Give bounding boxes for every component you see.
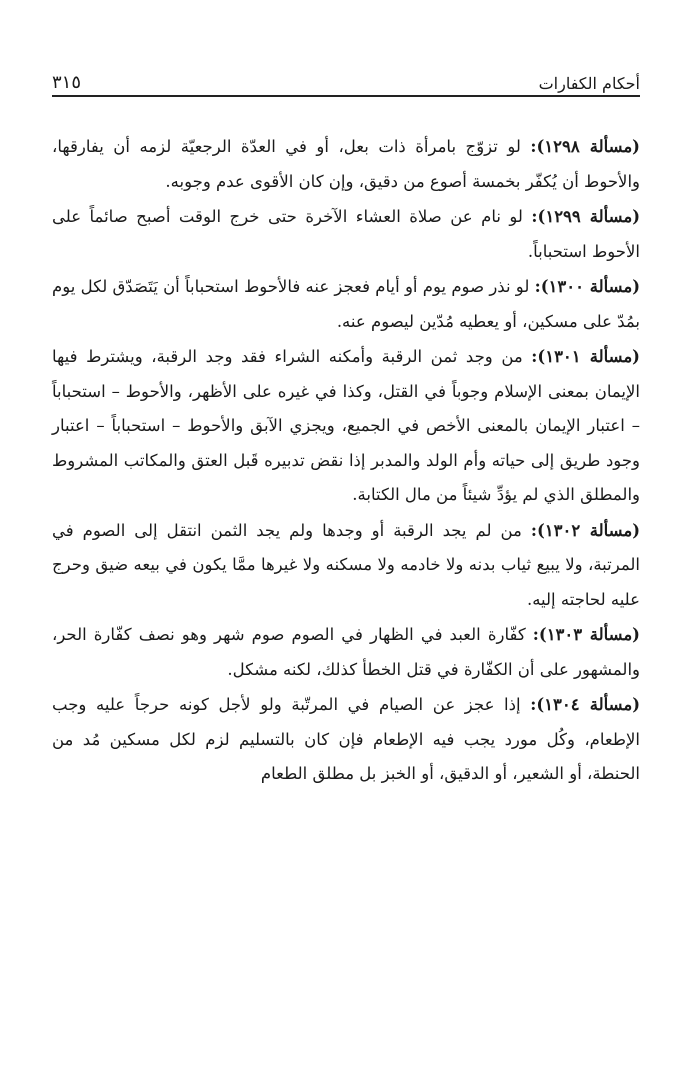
header-rule	[52, 95, 640, 97]
issue-text: من لم يجد الرقبة أو وجدها ولم يجد الثمن انتقل إلى الصوم في المرتبة، ولا يبيع ثياب بدنه ولا خادمه ولا مسكنه ولا غيرها ممَّا يكون في بيعه ضيق وحرج عليه لحاجته إليه.	[52, 520, 640, 609]
issue-text: إذا عجز عن الصيام في المرتّبة ولو لأجل كونه حرجاً عليه وجب الإطعام، وكُل مورد يجب فيه الإطعام فإن كان بالتسليم لزم لكل مسكين مُد من الحنطة، أو الشعير، أو الدقيق، أو الخبز بل مطلق الطعام	[52, 695, 640, 783]
issue-label: (مسألة ١٢٩٨):	[530, 137, 640, 156]
issue-paragraph	[52, 340, 640, 513]
issue-label: (مسألة ١٣٠٣):	[532, 625, 640, 644]
issue-text: كفّارة العبد في الظهار في الصوم صوم شهر وهو نصف كفّارة الحر، والمشهور على أن الكفّارة في قتل الخطأ كذلك، لكنه مشكل.	[52, 625, 640, 679]
issue-label: (مسألة ١٣٠٠):	[534, 277, 641, 296]
page-number: ٣١٥	[52, 72, 82, 93]
issue-paragraph	[52, 270, 640, 339]
issue-paragraph	[52, 200, 640, 269]
issue-paragraph	[52, 688, 640, 792]
issue-paragraph	[52, 130, 640, 199]
issue-text: لو تزوّج بامرأة ذات بعل، أو في العدّة الرجعيّة لزمه أن يفارقها، والأحوط أن يُكفّر بخمسة أصوع من دقيق، وإن كان الأقوى عدم وجوبه.	[52, 137, 640, 191]
issue-label: (مسألة ١٣٠٢):	[530, 520, 640, 540]
issue-paragraph	[52, 618, 640, 687]
running-header	[52, 58, 640, 95]
issue-label: (مسألة ١٣٠١):	[531, 347, 640, 366]
document-page	[52, 58, 640, 793]
issue-text: لو نذر صوم يوم أو أيام فعجز عنه فالأحوط استحباباً أن يَتَصَدّق لكل يوم بمُدّ على مسكين، أو يعطيه مُدّين ليصوم عنه.	[52, 277, 640, 331]
issue-label: (مسألة ١٣٠٤):	[530, 695, 641, 714]
issue-text: من وجد ثمن الرقبة وأمكنه الشراء فقد وجد الرقبة، ويشترط فيها الإيمان بمعنى الإسلام وجوباً في القتل، وكذا في غيره على الأظهر، والأحوط – استحباباً – اعتبار الإيمان بالمعنى الأخص في الجميع، ويجزي الآبق والأحوط – استحباباً – اعتبار وجود طريق إلى حياته وأم الولد والمدبر إذا نقض تدبيره قَبل العتق والمكاتب المشروط والمطلق الذي لم يؤدِّ شيئاً من مال الكتابة.	[52, 347, 640, 504]
chapter-title: أحكام الكفارات	[538, 74, 640, 93]
issue-paragraph	[52, 514, 640, 618]
issue-text: لو نام عن صلاة العشاء الآخرة حتى خرج الوقت أصبح صائماً على الأحوط استحباباً.	[52, 207, 640, 261]
issue-label: (مسألة ١٢٩٩):	[531, 207, 641, 226]
body-text	[52, 130, 640, 792]
